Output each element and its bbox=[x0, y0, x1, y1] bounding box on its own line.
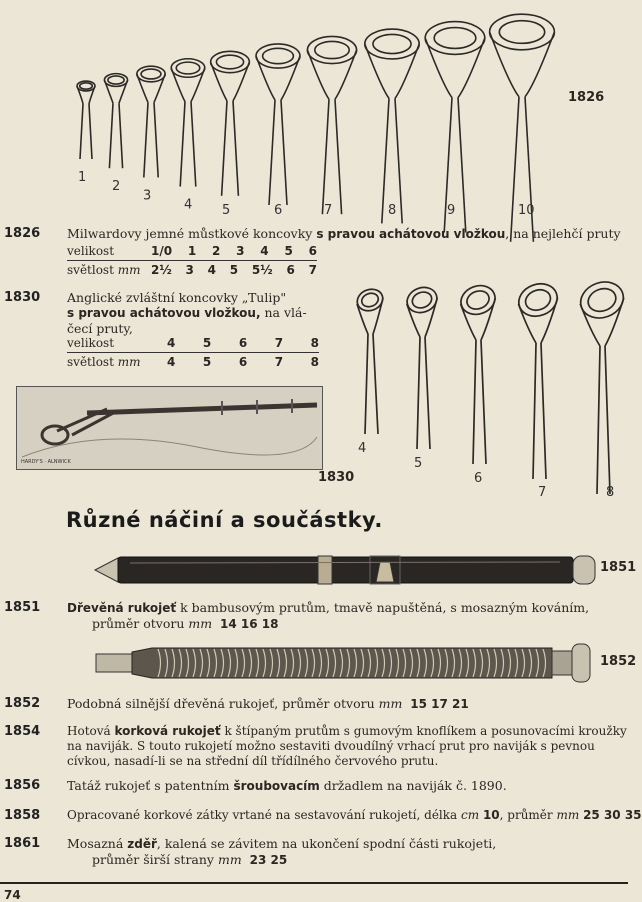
unit: mm bbox=[117, 354, 141, 369]
desc-line: čecí pruty, bbox=[67, 321, 133, 336]
tip-ring-label: 8 bbox=[388, 203, 397, 218]
item-description-1858 bbox=[67, 808, 642, 823]
desc-line: Anglické zvláštní koncovky „Tulip" bbox=[67, 290, 287, 305]
spec-table-1826 bbox=[67, 244, 317, 278]
tip-ring bbox=[425, 22, 485, 233]
unit: mm bbox=[217, 852, 242, 867]
tulip-ring bbox=[457, 281, 499, 464]
tip-ring-label: 4 bbox=[184, 197, 193, 213]
item-number-1830: 1830 bbox=[4, 290, 41, 305]
photo-catalog-number: 1830 bbox=[318, 470, 355, 485]
desc-part: Tatáž rukojeť s patentním bbox=[67, 778, 234, 793]
row-label: světlost bbox=[67, 262, 114, 277]
unit: mm bbox=[188, 616, 213, 631]
figure-catalog-number: 1826 bbox=[568, 90, 605, 105]
spec-value: 6 bbox=[308, 244, 317, 258]
desc-bold: Dřevěná rukojeť bbox=[67, 601, 177, 615]
row-label: velikost bbox=[67, 336, 115, 350]
desc-part: , na nejlehčí pruty bbox=[505, 226, 621, 241]
desc-bold: korková rukojeť bbox=[114, 724, 221, 738]
item-number-1856: 1856 bbox=[4, 778, 41, 793]
spec-value: 6 bbox=[286, 262, 295, 277]
tip-rings-figure-1826 bbox=[60, 8, 560, 218]
spec-value: 5 bbox=[229, 262, 239, 277]
item-description-1851 bbox=[67, 600, 589, 616]
wooden-handle-1851 bbox=[90, 552, 600, 588]
rod-tip-photo bbox=[16, 386, 323, 470]
tip-ring-label: 2 bbox=[112, 179, 121, 195]
row-values bbox=[167, 336, 319, 352]
desc-line: na naviják. S touto rukojetí možno sestaviti dvoudílný vrhací prut pro naviják s pevnou bbox=[67, 739, 595, 753]
spec-value: 8 bbox=[310, 336, 319, 350]
desc-part: k štípaným prutům s gumovým knoflíkem a posunovacími kroužky bbox=[220, 724, 627, 738]
photo-credit: HARDY'S · ALNWICK bbox=[21, 459, 71, 465]
spec-value: 7 bbox=[274, 336, 284, 350]
tip-ring-label: 1 bbox=[78, 170, 87, 185]
item-number-1861: 1861 bbox=[4, 836, 41, 851]
desc-part: , průměr bbox=[499, 808, 553, 822]
desc-part: Mosazná bbox=[67, 836, 128, 851]
item-description-1854 bbox=[67, 724, 627, 769]
footer-rule bbox=[0, 882, 628, 884]
desc-part: , kalená se závitem na ukončení spodní části rukojeti, bbox=[156, 836, 497, 851]
row-values bbox=[167, 355, 319, 369]
spec-row-bore bbox=[67, 261, 317, 278]
tulip-ring bbox=[576, 276, 629, 494]
spec-table-1830 bbox=[67, 336, 319, 370]
spec-value: 4 bbox=[167, 354, 176, 369]
handle-label-1851: 1851 bbox=[600, 560, 637, 575]
tip-ring bbox=[256, 44, 300, 205]
spec-value: 4 bbox=[260, 244, 269, 258]
item-number-1854: 1854 bbox=[4, 724, 41, 739]
tulip-ring-label: 4 bbox=[358, 441, 367, 456]
values: 14 16 18 bbox=[220, 617, 279, 631]
tulip-ring-label: 6 bbox=[474, 471, 483, 486]
desc-bold: šroubovacím bbox=[233, 779, 320, 793]
spec-value: 5 bbox=[284, 244, 293, 258]
spec-value: 8 bbox=[310, 354, 319, 369]
tulip-ring-label: 8 bbox=[606, 485, 615, 500]
spec-value: 1/0 bbox=[151, 244, 173, 258]
spec-value: 6 bbox=[238, 336, 248, 350]
spec-value: 2 bbox=[212, 244, 221, 258]
desc-bold: s pravou achátovou vložkou bbox=[316, 227, 506, 241]
values: 25 30 35 bbox=[583, 808, 642, 822]
item-description-1830 bbox=[67, 290, 307, 336]
spec-value: 4 bbox=[207, 262, 217, 277]
spec-value: 5½ bbox=[251, 262, 273, 277]
row-values bbox=[151, 263, 317, 277]
spec-row-bore bbox=[67, 353, 319, 370]
spec-value: 4 bbox=[167, 336, 176, 350]
desc-part: na vlá- bbox=[260, 305, 307, 320]
tip-ring bbox=[211, 51, 250, 195]
rod-tip-illustration bbox=[17, 387, 322, 469]
row-label: světlost bbox=[67, 354, 114, 369]
row-label: velikost bbox=[67, 244, 115, 258]
tip-ring bbox=[365, 29, 419, 223]
tip-ring-label: 5 bbox=[222, 203, 231, 218]
values: 23 25 bbox=[249, 853, 288, 867]
item-description-1856 bbox=[67, 778, 507, 794]
spec-value: 7 bbox=[308, 262, 317, 277]
spec-value: 3 bbox=[185, 262, 194, 277]
spec-value: 5 bbox=[202, 336, 212, 350]
desc-line: cívkou, nasadí-li se na střední díl třídílného červového prutu. bbox=[67, 754, 439, 768]
item-number-1826: 1826 bbox=[4, 226, 41, 241]
tip-ring-label: 10 bbox=[518, 203, 535, 218]
tip-ring-label: 6 bbox=[274, 203, 283, 218]
values: 15 17 21 bbox=[410, 697, 469, 711]
cork-handle-1852 bbox=[92, 642, 602, 684]
item-description-1861 bbox=[67, 836, 496, 852]
spec-row-size bbox=[67, 244, 317, 261]
tulip-rings-figure-1830 bbox=[340, 278, 628, 500]
desc-part: držadlem na naviják č. 1890. bbox=[319, 778, 507, 793]
spec-value: 6 bbox=[238, 354, 248, 369]
desc-part: průměr otvoru bbox=[92, 616, 185, 631]
page-number: 74 bbox=[4, 888, 21, 902]
section-heading: Různé náčiní a součástky. bbox=[66, 508, 383, 532]
desc-part: Hotová bbox=[67, 724, 115, 738]
unit: mm bbox=[556, 808, 580, 822]
tip-ring bbox=[77, 81, 95, 159]
desc-part: Podobná silnější dřevěná rukojeť, průměr otvoru bbox=[67, 696, 375, 711]
spec-row-size bbox=[67, 336, 319, 353]
tulip-ring bbox=[404, 283, 441, 449]
value: 10 bbox=[482, 808, 500, 822]
tip-ring-label: 7 bbox=[324, 203, 333, 218]
desc-part: k bambusovým prutům, tmavě napuštěná, s mosazným kováním, bbox=[176, 600, 590, 615]
item-description-1852 bbox=[67, 696, 469, 712]
tulip-ring-label: 7 bbox=[538, 485, 547, 500]
spec-value: 2½ bbox=[151, 262, 172, 277]
spec-value: 1 bbox=[187, 244, 197, 258]
spec-value: 5 bbox=[202, 354, 212, 369]
desc-part: Milwardovy jemné můstkové koncovky bbox=[67, 226, 317, 241]
desc-bold: s pravou achátovou vložkou, bbox=[67, 306, 261, 320]
item-description-1826 bbox=[67, 226, 621, 242]
unit: mm bbox=[117, 262, 141, 277]
desc-part: Opracované korkové zátky vrtané na sestavování rukojetí, délka bbox=[67, 808, 458, 822]
tulip-ring bbox=[354, 286, 386, 434]
handle-label-1852: 1852 bbox=[600, 654, 637, 669]
item-detail-1861 bbox=[92, 852, 287, 868]
tip-ring-label: 9 bbox=[447, 203, 456, 218]
item-number-1858: 1858 bbox=[4, 808, 41, 823]
item-number-1852: 1852 bbox=[4, 696, 41, 711]
item-detail-1851 bbox=[92, 616, 279, 632]
tip-ring bbox=[137, 66, 165, 177]
spec-value: 3 bbox=[236, 244, 245, 258]
unit: mm bbox=[378, 696, 403, 711]
desc-bold: zděř bbox=[127, 837, 157, 851]
spec-value: 7 bbox=[274, 354, 284, 369]
tip-ring bbox=[104, 74, 127, 169]
tip-ring bbox=[171, 59, 205, 187]
tulip-ring-label: 5 bbox=[414, 456, 423, 471]
desc-part: průměr širší strany bbox=[92, 852, 214, 867]
row-values bbox=[151, 244, 317, 260]
item-number-1851: 1851 bbox=[4, 600, 41, 615]
tip-ring-label: 3 bbox=[143, 188, 152, 204]
unit: cm bbox=[461, 808, 480, 822]
tip-ring bbox=[307, 36, 356, 214]
tulip-ring bbox=[514, 279, 562, 479]
